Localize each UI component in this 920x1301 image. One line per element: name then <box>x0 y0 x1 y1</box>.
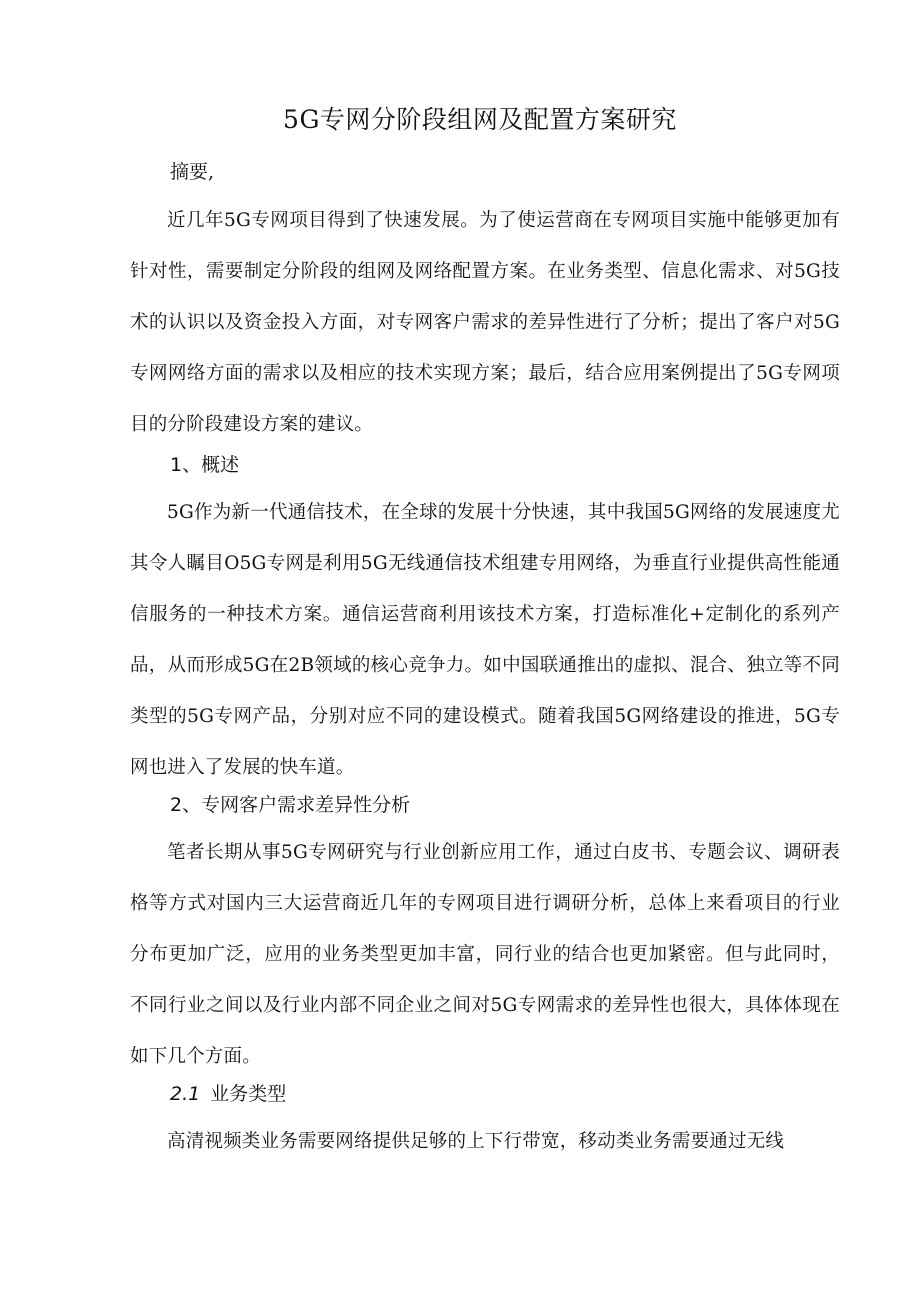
abstract-paragraph: 近几年5G专网项目得到了快速发展。为了使运营商在专网项目实施中能够更加有针对性，需要制定分阶段的组网及网络配置方案。在业务类型、信息化需求、对5G技术的认识以及资金投入方面，对专网客户需求的差异性进行了分析；提出了客户对5G专网网络方面的需求以及相应的技术实现方案；最后，结合应用案例提出了5G专网项目的分阶段建设方案的建议。 <box>130 210 840 435</box>
section-2-1-number: 2.1 <box>170 1083 201 1105</box>
section-2-1-heading <box>170 1078 286 1110</box>
abstract-heading: 摘要, <box>170 161 215 183</box>
section-1-paragraph: 5G作为新一代通信技术，在全球的发展十分快速，其中我国5G网络的发展速度尤其令人瞩目O5G专网是利用5G无线通信技术组建专用网络，为垂直行业提供高性能通信服务的一种技术方案。通信运营商利用该技术方案，打造标准化+定制化的系列产品，从而形成5G在2B领域的核心竞争力。如中国联通推出的虚拟、混合、独立等不同类型的5G专网产品，分别对应不同的建设模式。随着我国5G网络建设的推进，5G专网也进入了发展的快车道。 <box>130 502 840 778</box>
section-2-1-title: 业务类型 <box>210 1083 287 1105</box>
section-1-heading: 1、概述 <box>170 454 240 476</box>
section-2-heading: 2、专网客户需求差异性分析 <box>170 794 411 816</box>
document-title: 5G专网分阶段组网及配置方案研究 <box>283 105 677 134</box>
section-2-paragraph: 笔者长期从事5G专网研究与行业创新应用工作，通过白皮书、专题会议、调研表格等方式对国内三大运营商近几年的专网项目进行调研分析，总体上来看项目的行业分布更加广泛，应用的业务类型更加丰富，同行业的结合也更加紧密。但与此同时，不同行业之间以及行业内部不同企业之间对5G专网需求的差异性也很大，具体体现在如下几个方面。 <box>130 842 840 1067</box>
section-2-1-paragraph: 高清视频类业务需要网络提供足够的上下行带宽，移动类业务需要通过无线 <box>167 1131 785 1152</box>
